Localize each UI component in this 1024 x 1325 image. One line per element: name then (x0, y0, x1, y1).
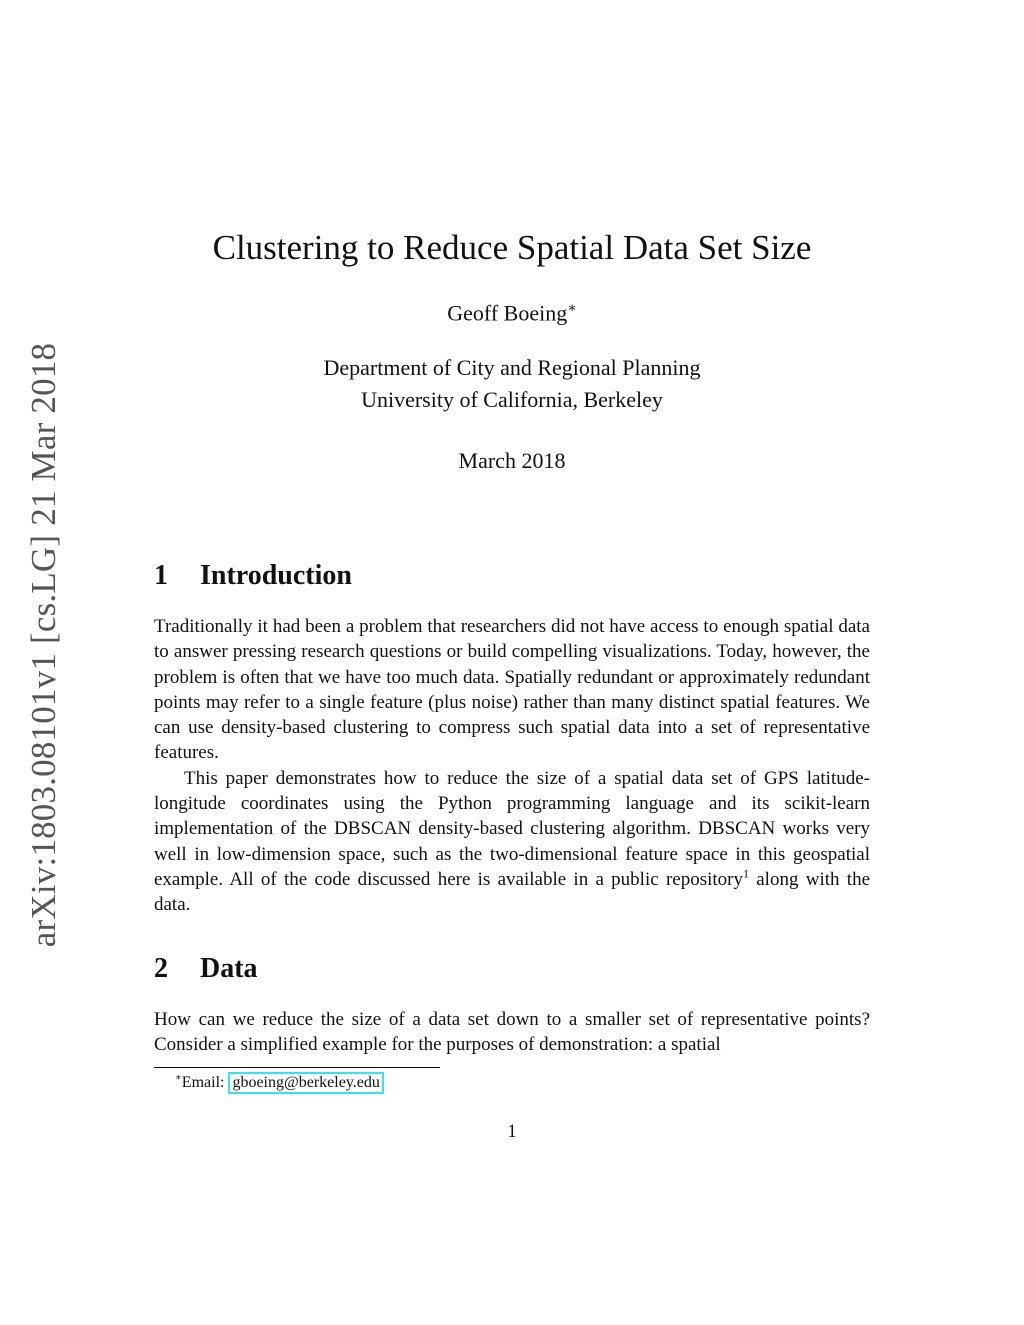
footnote (175, 1072, 384, 1094)
paragraph: How can we reduce the size of a data set down to a smaller set of representative points? Consider a simplified example for the purposes of demonstration: a spatial (154, 1009, 870, 1056)
paragraph: Traditionally it had been a problem that researchers did not have access to enough spatial data to answer pressing research questions or build compelling visualizations. Today, however, the problem is often that we have too much data. Spatially redundant or approximately redundant points may refer to a single feature (plus noise) rather than many distinct spatial features. We can use density-based clustering to compress such spatial data into a set of representative features. (154, 616, 870, 764)
author-name: Geoff Boeing (447, 300, 568, 326)
paragraph (154, 766, 870, 918)
footnote-mark: ∗ (175, 1072, 182, 1084)
data-body (154, 1007, 870, 1058)
university: University of California, Berkeley (361, 387, 663, 412)
page-number: 1 (507, 1121, 517, 1142)
paper-date: March 2018 (458, 448, 566, 473)
department: Department of City and Regional Planning (323, 355, 701, 380)
section-heading-data (154, 953, 258, 985)
section-number: 1 (154, 560, 168, 591)
section-title: Data (200, 953, 258, 984)
paragraph-tail: along with the data. (154, 868, 870, 916)
affiliation (0, 352, 1024, 416)
email-link[interactable]: gboeing@berkeley.edu (228, 1072, 383, 1094)
paragraph-text: This paper demonstrates how to reduce the size of a spatial data set of GPS latitude-longitude coordinates using the Python programming language and its scikit-learn implementation of the DBSCAN density-based clustering algorithm. DBSCAN works very well in low-dimension space, such as the two-dimensional feature space in this geospatial example. All of the code discussed here is available in a public repository (154, 767, 870, 890)
footnote-label: Email: (181, 1074, 229, 1091)
paper-title: Clustering to Reduce Spatial Data Set Size (212, 228, 812, 267)
arxiv-stamp: arXiv:1803.08101v1 [cs.LG] 21 Mar 2018 (24, 342, 63, 948)
author (0, 300, 1024, 326)
author-footnote-mark: ∗ (567, 301, 577, 316)
section-title: Introduction (200, 560, 352, 591)
footnote-reference[interactable]: 1 (742, 866, 749, 881)
section-heading-introduction (154, 560, 352, 592)
footnote-divider (154, 1067, 440, 1068)
introduction-body (154, 614, 870, 918)
section-number: 2 (154, 953, 168, 984)
